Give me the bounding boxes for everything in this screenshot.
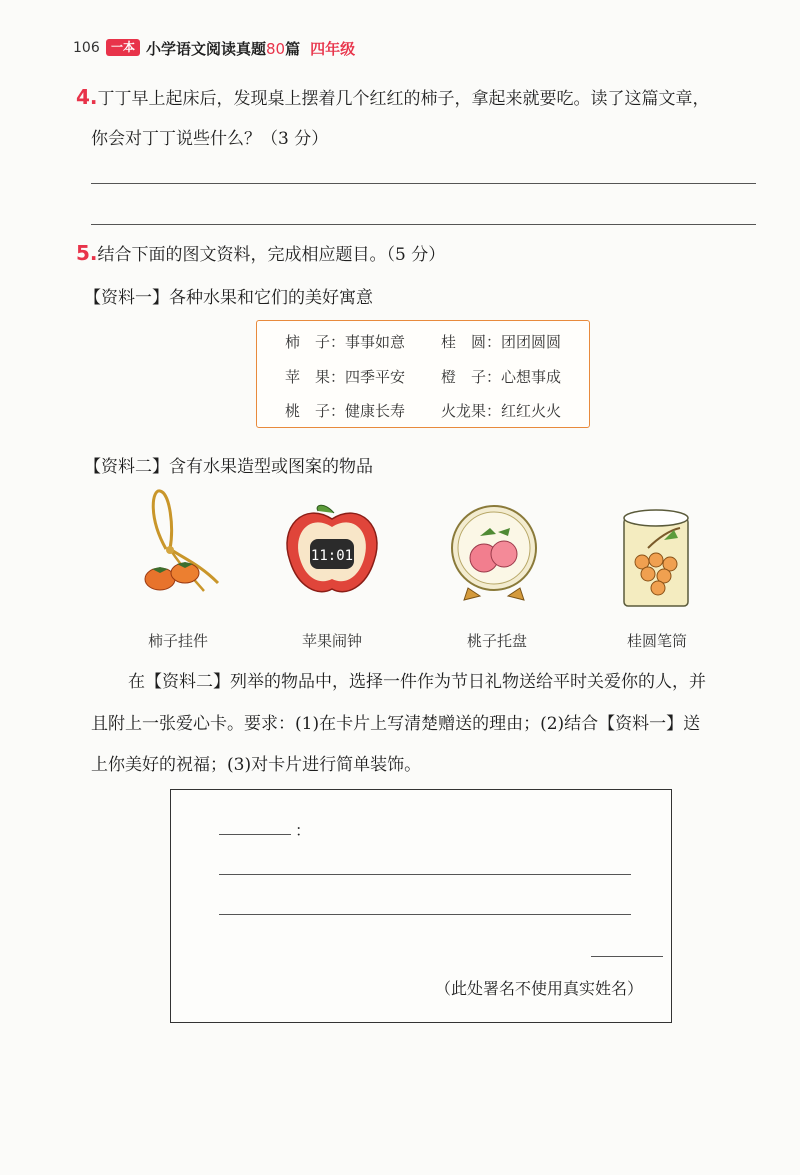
page-number: 106	[73, 40, 100, 56]
card-salutation-colon: ：	[295, 821, 312, 840]
card-answer-line-2[interactable]	[219, 914, 631, 915]
question-5	[76, 240, 445, 265]
item-caption-persimmon-pendant: 柿子挂件	[148, 632, 209, 650]
item-caption-apple-clock: 苹果闹钟	[302, 632, 363, 650]
fruit-entry: 橙 子：心想事成	[441, 368, 562, 386]
fruit-entry: 桃 子：健康长寿	[285, 402, 406, 420]
question-4-line2: 你会对丁丁说些什么？（3 分）	[91, 129, 329, 149]
apple-clock-icon	[284, 497, 380, 602]
fruit-entry: 柿 子：事事如意	[285, 333, 406, 351]
fruit-entry: 火龙果：红红火火	[441, 402, 562, 420]
question-4-line1: 丁丁早上起床后，发现桌上摆着几个红红的柿子，拿起来就要吃。读了这篇文章，	[97, 89, 710, 109]
answer-line-2[interactable]	[91, 224, 756, 225]
answer-line-1[interactable]	[91, 183, 756, 184]
fruit-entry: 苹 果：四季平安	[285, 368, 406, 386]
longan-pen-holder-icon	[618, 508, 694, 612]
peach-tray-icon	[446, 502, 542, 602]
persimmon-pendant-icon	[130, 487, 230, 607]
resource-2-title: 【资料二】含有水果造型或图案的物品	[84, 457, 373, 477]
book-title	[146, 38, 355, 59]
resource-1-title: 【资料一】各种水果和它们的美好寓意	[84, 288, 373, 308]
brand-badge: 一本	[106, 39, 140, 56]
clock-time-text: 11:01	[310, 548, 354, 564]
book-title-prefix: 小学语文阅读真题	[146, 40, 267, 58]
question-4	[76, 84, 710, 109]
instruction-line-1: 在【资料二】列举的物品中，选择一件作为节日礼物送给平时关爱你的人，并	[128, 672, 706, 692]
signature-note: （此处署名不使用真实姓名）	[435, 979, 644, 998]
item-caption-peach-tray: 桃子托盘	[467, 632, 528, 650]
card-salutation-line[interactable]	[219, 834, 291, 835]
card-answer-line-1[interactable]	[219, 874, 631, 875]
book-title-suffix: 篇	[285, 40, 301, 58]
question-5-number: 5.	[76, 241, 98, 265]
book-title-number: 80	[266, 40, 286, 58]
instruction-line-2: 且附上一张爱心卡。要求：(1)在卡片上写清楚赠送的理由；(2)结合【资料一】送	[91, 714, 701, 734]
card-signature-line[interactable]	[591, 956, 663, 957]
question-4-number: 4.	[76, 85, 98, 109]
fruit-entry: 桂 圆：团团圆圆	[441, 333, 562, 351]
love-card	[170, 789, 672, 1023]
question-5-prompt: 结合下面的图文资料，完成相应题目。（5 分）	[97, 245, 446, 265]
instruction-line-3: 上你美好的祝福；(3)对卡片进行简单装饰。	[91, 755, 422, 775]
item-caption-longan-pen-holder: 桂圆笔筒	[627, 632, 688, 650]
fruit-meaning-table	[256, 320, 590, 428]
grade-label: 四年级	[310, 40, 356, 58]
